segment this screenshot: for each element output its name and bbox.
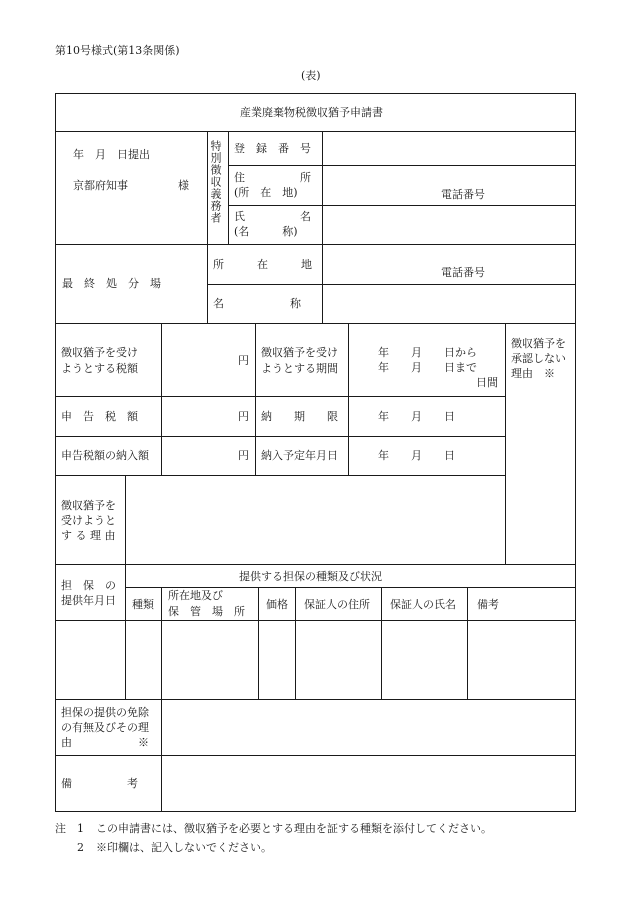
column-guarantor-name: 保証人の氏名: [390, 598, 456, 611]
period-to: 年 月 日まで: [378, 361, 477, 374]
not-approved-label-2: 承認しない: [511, 352, 566, 365]
rule-obligor-col: [207, 131, 208, 244]
rule-collateral-body-bottom: [55, 699, 576, 700]
address-label-sub: (所 在 地): [234, 186, 298, 199]
exemption-label: 担保の提供の免除: [61, 706, 149, 719]
exemption-label-3: 由 ※: [61, 736, 149, 749]
rule-col-address: [381, 587, 382, 699]
honorific: 様: [178, 179, 189, 192]
grace-period-label-sub: ようとする期間: [261, 362, 338, 375]
rule-location-bottom: [207, 284, 576, 285]
note-2-number: 2: [77, 841, 84, 854]
address-label: 住 所: [234, 171, 311, 184]
collateral-date-label-2: 提供年月日: [61, 594, 116, 607]
rule-collateral-subheader: [125, 587, 576, 588]
column-guarantor-address: 保証人の住所: [304, 598, 370, 611]
name-label: 氏 名: [234, 210, 311, 223]
reason-label-3: す る 理 由: [61, 529, 116, 542]
paid-amount-label: 申告税額の納入額: [61, 449, 149, 462]
note-1-number: 1: [77, 822, 84, 835]
exemption-label-2: の有無及びその理: [61, 721, 149, 734]
grace-amount-label-sub: ようとする税額: [61, 362, 138, 375]
planned-payment-label: 納入予定年月日: [261, 449, 338, 462]
rule-obligor-label-col: [228, 131, 229, 244]
rule-reg-bottom: [228, 165, 576, 166]
rule-obligor-value-col: [322, 131, 323, 244]
collateral-header: 提供する担保の種類及び状況: [239, 570, 382, 583]
phone-label: 電話番号: [441, 188, 485, 201]
column-price: 価格: [266, 598, 288, 611]
rule-col-price: [295, 587, 296, 699]
rule-disposal-bottom: [55, 323, 576, 324]
registration-number-label: 登 録 番 号: [234, 142, 311, 155]
column-type: 種類: [132, 598, 154, 611]
period-days: 日間: [476, 376, 498, 389]
column-location: 所在地及び: [168, 589, 223, 602]
name-label-sub: (名 称): [234, 225, 298, 238]
rule-amount-value-col: [255, 323, 256, 475]
rule-declared-bottom: [55, 436, 505, 437]
rule-obligor-bottom: [55, 244, 576, 245]
rule-col-location: [258, 587, 259, 699]
rule-reason-col: [125, 475, 126, 699]
rule-paid-bottom: [55, 475, 505, 476]
yen-unit-2: 円: [238, 410, 249, 423]
rule-collateral-header-bottom: [55, 620, 576, 621]
grace-period-label: 徴収猶予を受け: [261, 346, 338, 359]
form-side-label: (表): [301, 69, 321, 82]
phone-label-2: 電話番号: [441, 266, 485, 279]
period-from: 年 月 日から: [378, 346, 477, 359]
rule-disposal-col: [207, 244, 208, 323]
rule-not-approved-col: [505, 323, 506, 564]
column-location-2: 保 管 場 所: [168, 605, 245, 618]
grace-amount-label: 徴収猶予を受け: [61, 346, 138, 359]
note-1-text: この申請書には、徴収猶予を必要とする理由を証する種類を添付してください。: [96, 822, 492, 835]
final-disposal-label: 最 終 処 分 場: [62, 277, 161, 290]
collateral-date-label: 担 保 の: [61, 579, 116, 592]
reason-label: 徴収猶予を: [61, 499, 116, 512]
rule-col-type: [161, 587, 162, 755]
rule-title-bottom: [55, 131, 576, 132]
notes-prefix: 注: [55, 822, 66, 835]
yen-unit-3: 円: [238, 449, 249, 462]
not-approved-label: 徴収猶予を: [511, 337, 566, 350]
planned-payment-value: 年 月 日: [378, 449, 455, 462]
rule-grace-bottom: [55, 396, 505, 397]
form-title: 産業廃棄物税徴収猶予申請書: [240, 106, 383, 119]
rule-exemption-bottom: [55, 755, 576, 756]
rule-address-bottom: [228, 205, 576, 206]
due-date-value: 年 月 日: [378, 410, 455, 423]
column-remarks: 備考: [477, 598, 499, 611]
form-number: 第10号様式(第13条関係): [55, 44, 180, 57]
submission-date: 年 月 日提出: [73, 148, 150, 161]
rule-remarks-col: [161, 755, 162, 812]
obligor-label: 特別徴収義務者: [209, 140, 222, 224]
remarks-label: 備 考: [61, 777, 138, 790]
facility-name-label: 名 称: [213, 297, 301, 310]
not-approved-label-3: 理由 ※: [511, 367, 555, 380]
declared-tax-label: 申 告 税 額: [61, 410, 138, 423]
reason-label-2: 受けようと: [61, 514, 116, 527]
due-date-label: 納 期 限: [261, 410, 338, 423]
note-2-text: ※印欄は、記入しないでください。: [96, 841, 272, 854]
rule-disposal-value-col: [322, 244, 323, 323]
rule-period-label-col: [348, 323, 349, 475]
addressee: 京都府知事: [73, 179, 128, 192]
yen-unit-1: 円: [238, 354, 249, 367]
rule-col-name: [467, 587, 468, 699]
rule-reason-bottom: [55, 564, 576, 565]
location-label: 所 在 地: [213, 258, 312, 271]
rule-amount-label-col: [161, 323, 162, 475]
